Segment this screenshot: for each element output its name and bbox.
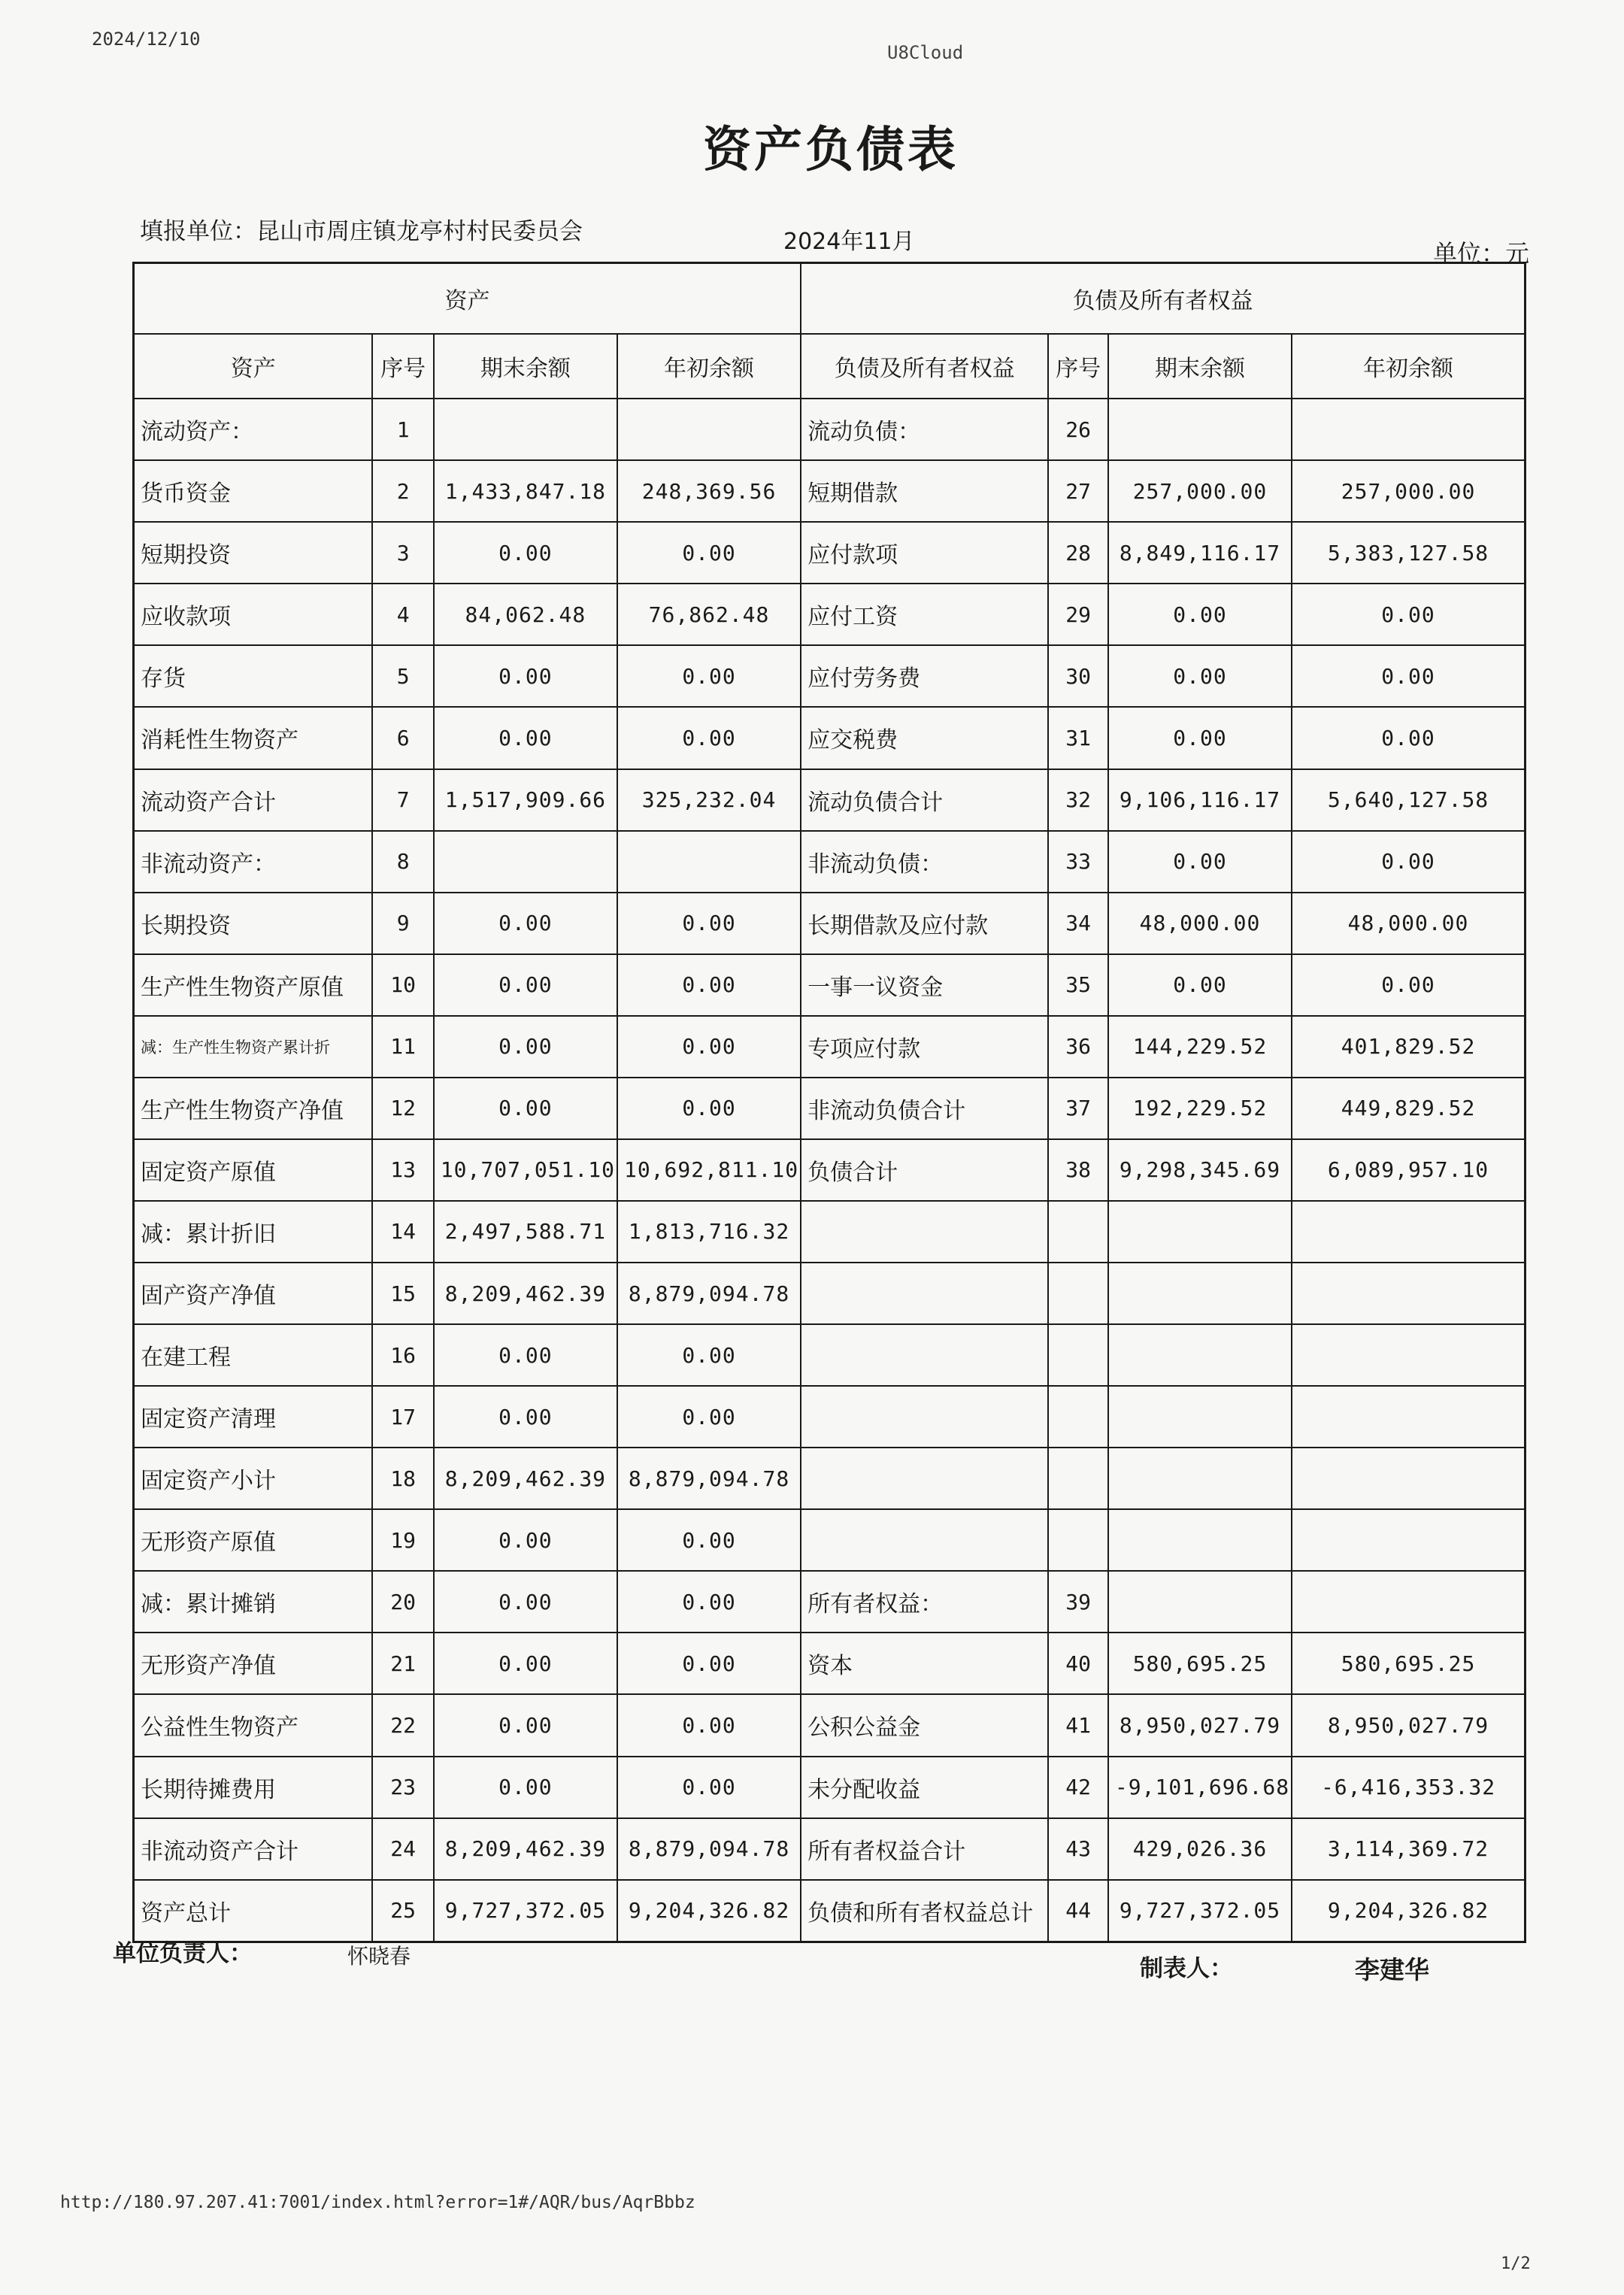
liability-seq: 38 — [1048, 1139, 1107, 1201]
liability-end-balance: 0.00 — [1108, 645, 1292, 707]
asset-end-balance: 0.00 — [434, 1016, 617, 1078]
liability-seq — [1048, 1201, 1107, 1263]
table-row — [134, 831, 1526, 893]
liability-item: 应交税费 — [801, 707, 1048, 769]
asset-seq: 24 — [372, 1818, 433, 1880]
asset-item: 减：累计折旧 — [134, 1201, 373, 1263]
table-row — [134, 1139, 1526, 1201]
responsible-name: 怀晓春 — [347, 1944, 411, 1969]
table-row — [134, 584, 1526, 645]
liability-seq: 42 — [1048, 1757, 1107, 1818]
asset-seq: 25 — [372, 1880, 433, 1942]
liability-end-balance: 429,026.36 — [1108, 1818, 1292, 1880]
asset-end-balance: 0.00 — [434, 1694, 617, 1756]
table-row — [134, 645, 1526, 707]
table-row — [134, 1633, 1526, 1694]
asset-end-balance: 0.00 — [434, 1324, 617, 1386]
asset-seq: 21 — [372, 1633, 433, 1694]
liability-item: 流动负债合计 — [801, 769, 1048, 831]
asset-item: 固定资产清理 — [134, 1386, 373, 1448]
asset-end-balance: 84,062.48 — [434, 584, 617, 645]
liability-begin-balance: 8,950,027.79 — [1292, 1694, 1525, 1756]
asset-begin-balance: 10,692,811.10 — [617, 1139, 801, 1201]
asset-begin-balance: 0.00 — [617, 707, 801, 769]
section-header-row — [134, 263, 1526, 335]
asset-seq: 19 — [372, 1509, 433, 1571]
asset-begin-balance: 8,879,094.78 — [617, 1263, 801, 1324]
asset-end-balance: 0.00 — [434, 1757, 617, 1818]
section-assets: 资产 — [134, 263, 801, 335]
liability-begin-balance: 5,383,127.58 — [1292, 522, 1525, 584]
liability-end-balance — [1108, 1386, 1292, 1448]
asset-begin-balance: 0.00 — [617, 1016, 801, 1078]
asset-end-balance: 8,209,462.39 — [434, 1818, 617, 1880]
asset-item: 流动资产： — [134, 399, 373, 460]
table-row — [134, 1386, 1526, 1448]
asset-item: 固定资产原值 — [134, 1139, 373, 1201]
asset-begin-balance: 0.00 — [617, 1324, 801, 1386]
col-liab-begin: 年初余额 — [1292, 334, 1525, 399]
asset-end-balance: 0.00 — [434, 707, 617, 769]
liability-begin-balance: 48,000.00 — [1292, 893, 1525, 954]
liability-begin-balance — [1292, 1324, 1525, 1386]
asset-item: 非流动资产合计 — [134, 1818, 373, 1880]
asset-item: 短期投资 — [134, 522, 373, 584]
asset-seq: 9 — [372, 893, 433, 954]
liability-seq — [1048, 1509, 1107, 1571]
liability-seq: 35 — [1048, 954, 1107, 1016]
col-asset-item: 资产 — [134, 334, 373, 399]
table-row — [134, 1694, 1526, 1756]
asset-seq: 8 — [372, 831, 433, 893]
col-asset-begin: 年初余额 — [617, 334, 801, 399]
liability-begin-balance: 0.00 — [1292, 645, 1525, 707]
col-asset-end: 期末余额 — [434, 334, 617, 399]
liability-begin-balance: 257,000.00 — [1292, 460, 1525, 522]
asset-end-balance: 0.00 — [434, 1386, 617, 1448]
asset-end-balance: 9,727,372.05 — [434, 1880, 617, 1942]
liability-item: 流动负债： — [801, 399, 1048, 460]
asset-seq: 15 — [372, 1263, 433, 1324]
page-url: http://180.97.207.41:7001/index.html?error=1#/AQR/bus/AqrBbbz — [60, 2193, 695, 2212]
asset-end-balance: 1,433,847.18 — [434, 460, 617, 522]
liability-item — [801, 1448, 1048, 1509]
liability-seq: 40 — [1048, 1633, 1107, 1694]
asset-item: 资产总计 — [134, 1880, 373, 1942]
asset-end-balance: 1,517,909.66 — [434, 769, 617, 831]
liability-begin-balance — [1292, 1201, 1525, 1263]
liability-item: 所有者权益： — [801, 1571, 1048, 1633]
page-title: 资产负债表 — [703, 123, 959, 178]
liability-seq — [1048, 1263, 1107, 1324]
liability-end-balance: -9,101,696.68 — [1108, 1757, 1292, 1818]
asset-seq: 12 — [372, 1078, 433, 1139]
preparer-name: 李建华 — [1355, 1955, 1429, 1984]
asset-seq: 7 — [372, 769, 433, 831]
asset-seq: 3 — [372, 522, 433, 584]
table-row — [134, 769, 1526, 831]
liability-seq: 32 — [1048, 769, 1107, 831]
asset-seq: 14 — [372, 1201, 433, 1263]
liability-end-balance: 8,950,027.79 — [1108, 1694, 1292, 1756]
table-row — [134, 1509, 1526, 1571]
asset-seq: 5 — [372, 645, 433, 707]
liability-begin-balance — [1292, 399, 1525, 460]
asset-item: 无形资产净值 — [134, 1633, 373, 1694]
liability-end-balance: 0.00 — [1108, 584, 1292, 645]
liability-end-balance: 144,229.52 — [1108, 1016, 1292, 1078]
asset-item: 减：累计摊销 — [134, 1571, 373, 1633]
liability-end-balance: 0.00 — [1108, 954, 1292, 1016]
liability-item — [801, 1324, 1048, 1386]
liability-item: 未分配收益 — [801, 1757, 1048, 1818]
liability-end-balance: 48,000.00 — [1108, 893, 1292, 954]
asset-item: 非流动资产： — [134, 831, 373, 893]
liability-item: 非流动负债合计 — [801, 1078, 1048, 1139]
asset-begin-balance: 0.00 — [617, 645, 801, 707]
table-row — [134, 1016, 1526, 1078]
table-row — [134, 954, 1526, 1016]
asset-begin-balance: 0.00 — [617, 1509, 801, 1571]
liability-end-balance — [1108, 399, 1292, 460]
table-row — [134, 893, 1526, 954]
asset-seq: 10 — [372, 954, 433, 1016]
liability-end-balance: 9,106,116.17 — [1108, 769, 1292, 831]
liability-item: 公积公益金 — [801, 1694, 1048, 1756]
asset-item: 固定资产小计 — [134, 1448, 373, 1509]
table-row — [134, 1818, 1526, 1880]
asset-end-balance: 2,497,588.71 — [434, 1201, 617, 1263]
liability-seq: 27 — [1048, 460, 1107, 522]
table-row — [134, 1757, 1526, 1818]
liability-begin-balance: 5,640,127.58 — [1292, 769, 1525, 831]
asset-begin-balance: 0.00 — [617, 1386, 801, 1448]
liability-item: 专项应付款 — [801, 1016, 1048, 1078]
liability-end-balance: 9,727,372.05 — [1108, 1880, 1292, 1942]
asset-seq: 22 — [372, 1694, 433, 1756]
liability-begin-balance: 0.00 — [1292, 584, 1525, 645]
liability-seq — [1048, 1324, 1107, 1386]
liability-seq: 28 — [1048, 522, 1107, 584]
asset-seq: 18 — [372, 1448, 433, 1509]
asset-item: 生产性生物资产原值 — [134, 954, 373, 1016]
col-liab-seq: 序号 — [1048, 334, 1107, 399]
asset-end-balance: 8,209,462.39 — [434, 1448, 617, 1509]
liability-end-balance: 0.00 — [1108, 707, 1292, 769]
liability-begin-balance: 0.00 — [1292, 954, 1525, 1016]
table-row — [134, 1263, 1526, 1324]
liability-item: 非流动负债： — [801, 831, 1048, 893]
liability-begin-balance: 449,829.52 — [1292, 1078, 1525, 1139]
asset-seq: 11 — [372, 1016, 433, 1078]
asset-item: 长期待摊费用 — [134, 1757, 373, 1818]
asset-seq: 23 — [372, 1757, 433, 1818]
liability-end-balance: 0.00 — [1108, 831, 1292, 893]
liability-end-balance — [1108, 1201, 1292, 1263]
print-date: 2024/12/10 — [92, 29, 201, 50]
liability-begin-balance: 580,695.25 — [1292, 1633, 1525, 1694]
liability-begin-balance — [1292, 1386, 1525, 1448]
asset-item: 流动资产合计 — [134, 769, 373, 831]
report-period: 2024年11月 — [783, 229, 915, 255]
liability-end-balance: 8,849,116.17 — [1108, 522, 1292, 584]
liability-seq — [1048, 1448, 1107, 1509]
liability-seq: 34 — [1048, 893, 1107, 954]
liability-seq: 39 — [1048, 1571, 1107, 1633]
asset-seq: 16 — [372, 1324, 433, 1386]
section-liabilities-equity: 负债及所有者权益 — [801, 263, 1525, 335]
liability-end-balance — [1108, 1509, 1292, 1571]
asset-end-balance: 10,707,051.10 — [434, 1139, 617, 1201]
liability-end-balance — [1108, 1263, 1292, 1324]
col-liab-item: 负债及所有者权益 — [801, 334, 1048, 399]
asset-item: 减：生产性生物资产累计折 — [134, 1016, 373, 1078]
asset-begin-balance: 0.00 — [617, 1633, 801, 1694]
liability-seq: 37 — [1048, 1078, 1107, 1139]
asset-seq: 6 — [372, 707, 433, 769]
col-asset-seq: 序号 — [372, 334, 433, 399]
asset-begin-balance: 0.00 — [617, 954, 801, 1016]
asset-begin-balance: 0.00 — [617, 1571, 801, 1633]
responsible-label: 单位负责人： — [113, 1940, 253, 1967]
liability-item: 负债和所有者权益总计 — [801, 1880, 1048, 1942]
liability-end-balance — [1108, 1324, 1292, 1386]
liability-seq — [1048, 1386, 1107, 1448]
liability-item — [801, 1263, 1048, 1324]
asset-end-balance: 8,209,462.39 — [434, 1263, 617, 1324]
liability-end-balance: 257,000.00 — [1108, 460, 1292, 522]
asset-item: 长期投资 — [134, 893, 373, 954]
asset-begin-balance: 0.00 — [617, 1757, 801, 1818]
asset-item: 在建工程 — [134, 1324, 373, 1386]
liability-end-balance: 9,298,345.69 — [1108, 1139, 1292, 1201]
liability-item: 负债合计 — [801, 1139, 1048, 1201]
liability-item — [801, 1509, 1048, 1571]
table-row — [134, 522, 1526, 584]
asset-end-balance — [434, 399, 617, 460]
liability-seq: 31 — [1048, 707, 1107, 769]
liability-begin-balance — [1292, 1571, 1525, 1633]
asset-item: 生产性生物资产净值 — [134, 1078, 373, 1139]
asset-seq: 13 — [372, 1139, 433, 1201]
liability-seq: 26 — [1048, 399, 1107, 460]
liability-seq: 43 — [1048, 1818, 1107, 1880]
liability-seq: 41 — [1048, 1694, 1107, 1756]
asset-begin-balance: 9,204,326.82 — [617, 1880, 801, 1942]
asset-item: 消耗性生物资产 — [134, 707, 373, 769]
liability-begin-balance — [1292, 1448, 1525, 1509]
column-header-row — [134, 334, 1526, 399]
liability-end-balance: 580,695.25 — [1108, 1633, 1292, 1694]
liability-item: 资本 — [801, 1633, 1048, 1694]
liability-begin-balance: 401,829.52 — [1292, 1016, 1525, 1078]
app-name: U8Cloud — [887, 42, 964, 63]
table-row — [134, 1448, 1526, 1509]
asset-end-balance — [434, 831, 617, 893]
liability-item: 应付劳务费 — [801, 645, 1048, 707]
asset-begin-balance: 76,862.48 — [617, 584, 801, 645]
asset-begin-balance — [617, 399, 801, 460]
liability-end-balance: 192,229.52 — [1108, 1078, 1292, 1139]
table-row — [134, 1571, 1526, 1633]
filing-unit: 填报单位：昆山市周庄镇龙亭村村民委员会 — [140, 218, 583, 245]
liability-seq: 36 — [1048, 1016, 1107, 1078]
liability-end-balance — [1108, 1571, 1292, 1633]
asset-begin-balance: 8,879,094.78 — [617, 1818, 801, 1880]
asset-seq: 17 — [372, 1386, 433, 1448]
liability-item: 应付工资 — [801, 584, 1048, 645]
asset-begin-balance: 0.00 — [617, 893, 801, 954]
liability-begin-balance: 9,204,326.82 — [1292, 1880, 1525, 1942]
table-row — [134, 1201, 1526, 1263]
liability-seq: 30 — [1048, 645, 1107, 707]
asset-seq: 2 — [372, 460, 433, 522]
currency-unit: 单位：元 — [1433, 239, 1530, 268]
asset-seq: 20 — [372, 1571, 433, 1633]
liability-item: 所有者权益合计 — [801, 1818, 1048, 1880]
asset-item: 应收款项 — [134, 584, 373, 645]
asset-begin-balance: 0.00 — [617, 1078, 801, 1139]
asset-item: 存货 — [134, 645, 373, 707]
asset-begin-balance: 1,813,716.32 — [617, 1201, 801, 1263]
asset-end-balance: 0.00 — [434, 1571, 617, 1633]
asset-begin-balance — [617, 831, 801, 893]
table-row — [134, 1324, 1526, 1386]
asset-item: 无形资产原值 — [134, 1509, 373, 1571]
liability-begin-balance: -6,416,353.32 — [1292, 1757, 1525, 1818]
table-row — [134, 1078, 1526, 1139]
asset-end-balance: 0.00 — [434, 1078, 617, 1139]
table-row — [134, 707, 1526, 769]
liability-begin-balance: 0.00 — [1292, 707, 1525, 769]
table-row — [134, 460, 1526, 522]
balance-sheet — [132, 262, 1526, 1943]
table-row — [134, 399, 1526, 460]
col-liab-end: 期末余额 — [1108, 334, 1292, 399]
liability-begin-balance: 0.00 — [1292, 831, 1525, 893]
asset-end-balance: 0.00 — [434, 522, 617, 584]
asset-seq: 4 — [372, 584, 433, 645]
asset-end-balance: 0.00 — [434, 645, 617, 707]
asset-item: 公益性生物资产 — [134, 1694, 373, 1756]
liability-seq: 44 — [1048, 1880, 1107, 1942]
table-row — [134, 1880, 1526, 1942]
asset-end-balance: 0.00 — [434, 1509, 617, 1571]
page-number: 1/2 — [1501, 2254, 1531, 2273]
liability-end-balance — [1108, 1448, 1292, 1509]
liability-begin-balance: 3,114,369.72 — [1292, 1818, 1525, 1880]
asset-end-balance: 0.00 — [434, 954, 617, 1016]
liability-item — [801, 1201, 1048, 1263]
liability-seq: 33 — [1048, 831, 1107, 893]
asset-item: 固产资产净值 — [134, 1263, 373, 1324]
liability-begin-balance — [1292, 1263, 1525, 1324]
asset-end-balance: 0.00 — [434, 893, 617, 954]
asset-begin-balance: 0.00 — [617, 522, 801, 584]
asset-item: 货币资金 — [134, 460, 373, 522]
asset-begin-balance: 325,232.04 — [617, 769, 801, 831]
preparer-label: 制表人： — [1140, 1955, 1233, 1982]
balance-sheet-table — [132, 262, 1526, 1943]
liability-item: 短期借款 — [801, 460, 1048, 522]
asset-begin-balance: 248,369.56 — [617, 460, 801, 522]
liability-item: 应付款项 — [801, 522, 1048, 584]
liability-begin-balance: 6,089,957.10 — [1292, 1139, 1525, 1201]
liability-item: 一事一议资金 — [801, 954, 1048, 1016]
asset-begin-balance: 0.00 — [617, 1694, 801, 1756]
liability-item — [801, 1386, 1048, 1448]
asset-seq: 1 — [372, 399, 433, 460]
asset-begin-balance: 8,879,094.78 — [617, 1448, 801, 1509]
asset-end-balance: 0.00 — [434, 1633, 617, 1694]
liability-item: 长期借款及应付款 — [801, 893, 1048, 954]
liability-begin-balance — [1292, 1509, 1525, 1571]
liability-seq: 29 — [1048, 584, 1107, 645]
